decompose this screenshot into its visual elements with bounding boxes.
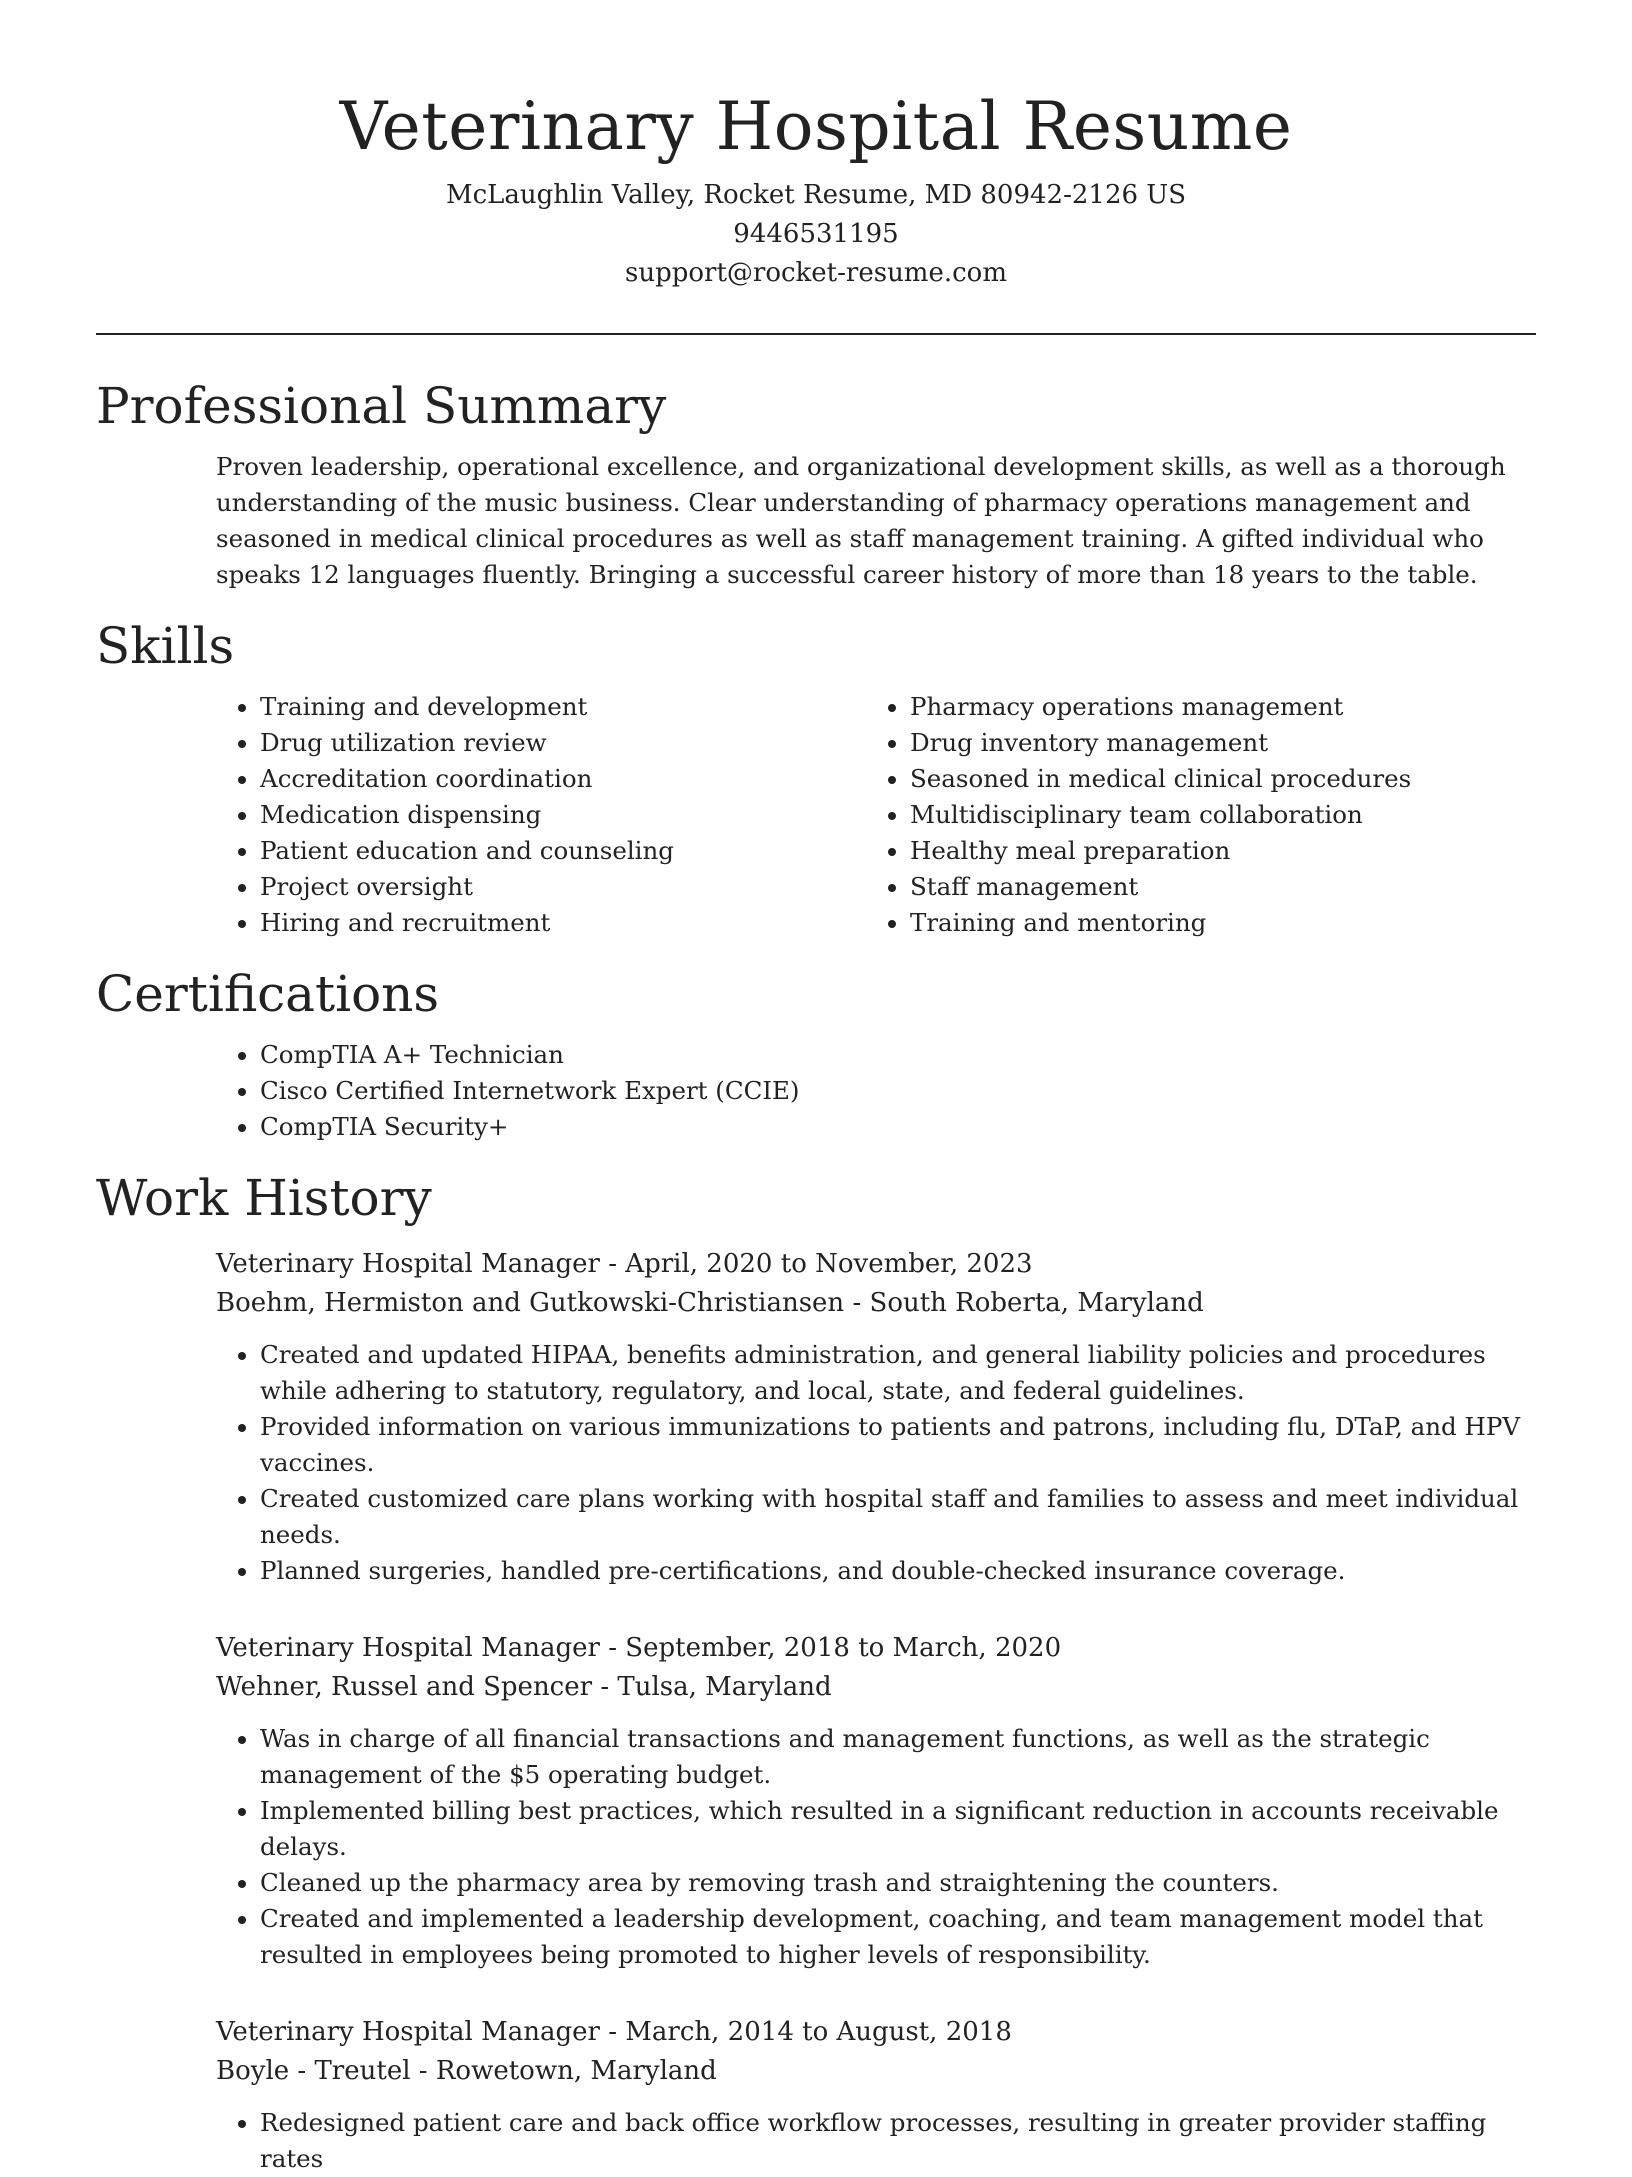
skill-item: • Pharmacy operations management [910,689,1510,725]
job-dates: - September, 2018 to March, 2020 [599,1633,1062,1663]
skill-item: • Drug inventory management [910,725,1510,761]
job-location: - Rowetown, Maryland [410,2056,717,2086]
certification-item: • CompTIA A+ Technician [260,1037,1536,1073]
skills-columns [96,689,1536,941]
skill-item: • Multidisciplinary team collaboration [910,797,1510,833]
job-location: - South Roberta, Maryland [844,1288,1204,1318]
work-history-heading: Work History [96,1169,432,1227]
resume-title: Veterinary Hospital Resume [339,88,1293,165]
job-role: Veterinary Hospital Manager [216,1249,600,1279]
job-bullet: • Planned surgeries, handled pre-certifications, and double-checked insurance coverage. [260,1553,1536,1589]
job-bullet: • Created and implemented a leadership development, coaching, and team management model that resulted in employees being promoted to higher levels of responsibility. [260,1901,1536,1973]
job-bullet: • Was in charge of all financial transactions and management functions, as well as the strategic management of the $5 operating budget. [260,1721,1536,1793]
phone-text: 9446531195 [733,219,899,249]
skill-item: • Staff management [910,869,1510,905]
job-role: Veterinary Hospital Manager [216,2017,600,2047]
skill-item: • Hiring and recruitment [260,905,746,941]
job-bullets [216,1721,1536,1973]
skill-item: • Patient education and counseling [260,833,746,869]
job-title-line [216,1629,1536,1668]
job-bullets [216,2105,1536,2177]
skills-section [96,615,1536,941]
job-bullet: • Created and updated HIPAA, benefits administration, and general liability policies and procedures while adhering to statutory, regulatory, and local, state, and federal guidelines. [260,1337,1536,1409]
summary-heading: Professional Summary [96,377,667,435]
header-divider [96,333,1536,335]
resume-page [96,0,1536,2177]
job-dates: - March, 2014 to August, 2018 [599,2017,1012,2047]
email-text: support@rocket-resume.com [624,258,1007,288]
skill-item: • Accreditation coordination [260,761,746,797]
resume-header [96,0,1536,293]
job-role: Veterinary Hospital Manager [216,1633,600,1663]
job-company: Boyle - Treutel [216,2056,411,2086]
job-company: Boehm, Hermiston and Gutkowski-Christiansen [216,1288,845,1318]
contact-info [96,176,1536,293]
job-company: Wehner, Russel and Spencer [216,1672,593,1702]
certification-item: • Cisco Certified Internetwork Expert (CCIE) [260,1073,1536,1109]
summary-text: Proven leadership, operational excellence, and organizational development skills, as well as a thorough understanding of the music business. Clear understanding of pharmacy operations management and seasoned in medical clinical procedures as well as staff management training. A gifted individual who speaks 12 languages fluently. Bringing a successful career history of more than 18 years to the table. [216,452,1506,589]
job-entry [216,1245,1536,1589]
skill-item: • Medication dispensing [260,797,746,833]
certification-item: • CompTIA Security+ [260,1109,1536,1145]
job-bullet: • Cleaned up the pharmacy area by removing trash and straightening the counters. [260,1865,1536,1901]
skill-item: • Training and development [260,689,746,725]
certifications-section [96,963,1536,1145]
job-location: - Tulsa, Maryland [592,1672,832,1702]
job-bullet: • Provided information on various immunizations to patients and patrons, including flu, DTaP, and HPV vaccines. [260,1409,1536,1481]
job-company-line [216,2052,1536,2091]
skills-list-right [746,689,1510,941]
job-bullets [216,1337,1536,1589]
work-history-section [96,1167,1536,2177]
certifications-list [96,1037,1536,1145]
skill-item: • Project oversight [260,869,746,905]
job-company-line [216,1668,1536,1707]
skills-list-left [96,689,746,941]
job-title-line [216,1245,1536,1284]
job-company-line [216,1284,1536,1323]
job-title-line [216,2013,1536,2052]
job-bullet: • Redesigned patient care and back office workflow processes, resulting in greater provider staffing rates [260,2105,1536,2177]
job-bullet: • Created customized care plans working with hospital staff and families to assess and meet individual needs. [260,1481,1536,1553]
skill-item: • Training and mentoring [910,905,1510,941]
job-dates: - April, 2020 to November, 2023 [599,1249,1033,1279]
summary-section [96,375,1536,593]
certifications-heading: Certifications [96,965,440,1023]
job-entry [216,2013,1536,2177]
job-entry [216,1629,1536,1973]
job-bullet: • Implemented billing best practices, which resulted in a significant reduction in accounts receivable delays. [260,1793,1536,1865]
skill-item: • Drug utilization review [260,725,746,761]
skills-heading: Skills [96,617,235,675]
skill-item: • Healthy meal preparation [910,833,1510,869]
skill-item: • Seasoned in medical clinical procedures [910,761,1510,797]
address-text: McLaughlin Valley, Rocket Resume, MD 80942-2126 US [445,180,1187,210]
